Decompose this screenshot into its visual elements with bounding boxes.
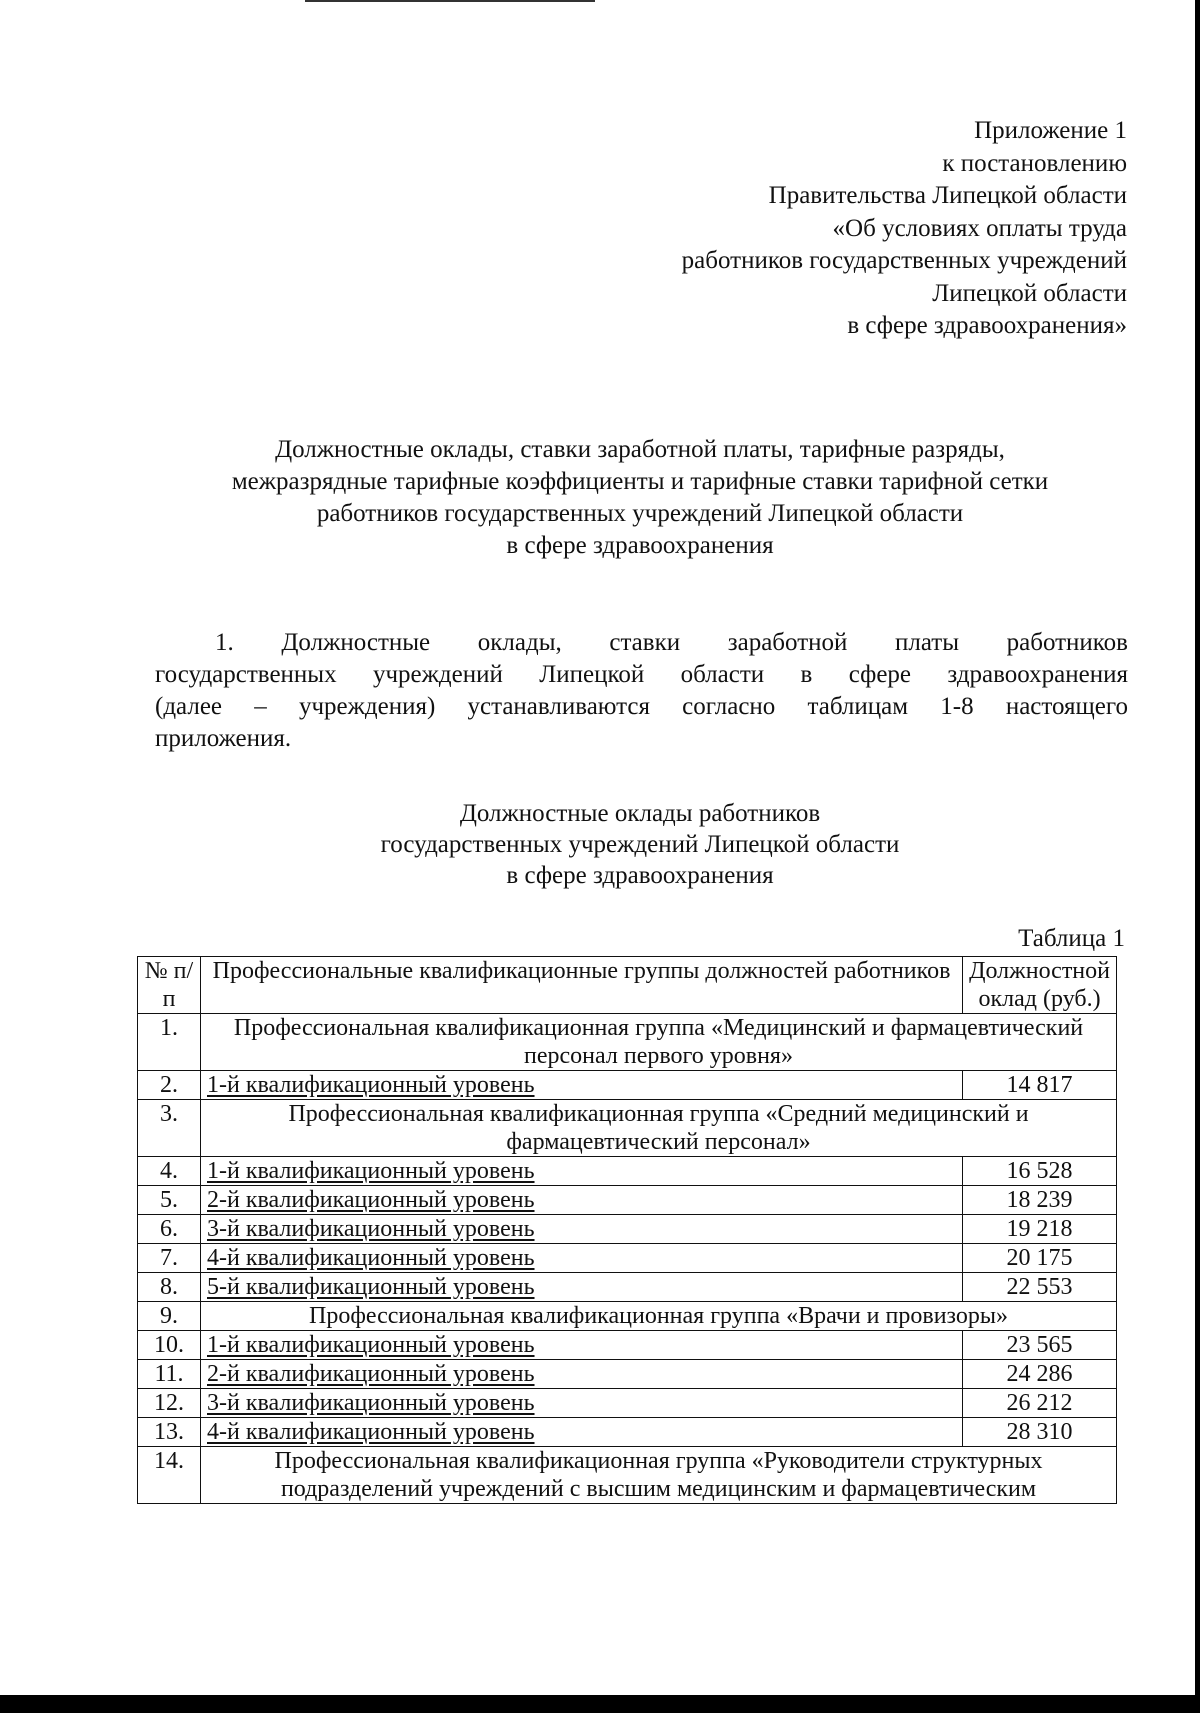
salary-value-cell: 14 817 — [963, 1071, 1117, 1100]
row-number: 10. — [138, 1331, 201, 1360]
title-line: межразрядные тарифные коэффициенты и тарифные ставки тарифной сетки — [231, 468, 1049, 495]
table-row — [138, 1360, 1117, 1389]
salary-value-cell: 22 553 — [963, 1273, 1117, 1302]
row-number: 1. — [138, 1014, 201, 1071]
level-cell: 2-й квалификационный уровень — [201, 1186, 963, 1215]
group-heading-cell: Профессиональная квалификационная группа «Медицинский и фармацевтический персонал первого уровня» — [201, 1014, 1117, 1071]
table-title — [240, 798, 1040, 891]
table-row — [138, 1215, 1117, 1244]
title-line: Должностные оклады, ставки заработной платы, тарифные разряды, — [275, 436, 1005, 463]
level-cell: 1-й квалификационный уровень — [201, 1331, 963, 1360]
salary-value-cell: 23 565 — [963, 1331, 1117, 1360]
table-row — [138, 1331, 1117, 1360]
paragraph-line: 1. Должностные оклады, ставки заработной платы работников — [215, 629, 1128, 656]
table-body — [138, 1014, 1117, 1504]
body-paragraph — [155, 627, 1128, 755]
row-number: 3. — [138, 1100, 201, 1157]
row-number: 12. — [138, 1389, 201, 1418]
appendix-line: Приложение 1 — [974, 117, 1127, 144]
row-number: 13. — [138, 1418, 201, 1447]
appendix-line: к постановлению — [942, 149, 1127, 177]
row-number: 14. — [138, 1447, 201, 1504]
salary-value-cell: 16 528 — [963, 1157, 1117, 1186]
header-num: № п/п — [138, 957, 201, 1014]
table-row — [138, 1186, 1117, 1215]
salary-value-cell: 18 239 — [963, 1186, 1117, 1215]
level-cell: 4-й квалификационный уровень — [201, 1418, 963, 1447]
salary-value-cell: 28 310 — [963, 1418, 1117, 1447]
document-title — [100, 434, 1180, 562]
row-number: 8. — [138, 1273, 201, 1302]
salary-value-cell: 26 212 — [963, 1389, 1117, 1418]
group-heading-cell: Профессиональная квалификационная группа «Руководители структурных подразделений учреждений с высшим медицинским и фармацевтическим — [201, 1447, 1117, 1504]
table-caption: Таблица 1 — [1018, 925, 1125, 952]
table-title-line: Должностные оклады работников — [459, 800, 821, 827]
level-cell: 2-й квалификационный уровень — [201, 1360, 963, 1389]
table-row — [138, 1100, 1117, 1157]
level-cell: 5-й квалификационный уровень — [201, 1273, 963, 1302]
table-row — [138, 1244, 1117, 1273]
salary-value-cell: 24 286 — [963, 1360, 1117, 1389]
table-row — [138, 1302, 1117, 1331]
scan-bottom-bar — [0, 1695, 1200, 1713]
title-line: в сфере здравоохранения — [506, 532, 774, 559]
appendix-line: в сфере здравоохранения» — [847, 312, 1127, 339]
table-row — [138, 1071, 1117, 1100]
table-header-row — [138, 957, 1117, 1014]
table-row — [138, 1157, 1117, 1186]
paragraph-line: государственных учреждений Липецкой области в сфере здравоохранения — [155, 661, 1128, 688]
salary-value-cell: 19 218 — [963, 1215, 1117, 1244]
row-number: 2. — [138, 1071, 201, 1100]
group-heading-cell: Профессиональная квалификационная группа «Средний медицинский и фармацевтический персонал» — [201, 1100, 1117, 1157]
paragraph-line: (далее – учреждения) устанавливаются согласно таблицам 1-8 настоящего — [155, 693, 1128, 720]
appendix-line: работников государственных учреждений — [681, 247, 1127, 274]
header-salary: Должностной оклад (руб.) — [963, 957, 1117, 1014]
level-cell: 3-й квалификационный уровень — [201, 1215, 963, 1244]
salary-table — [137, 956, 1117, 1504]
salary-value-cell: 20 175 — [963, 1244, 1117, 1273]
level-cell: 1-й квалификационный уровень — [201, 1157, 963, 1186]
table-title-line: в сфере здравоохранения — [506, 862, 774, 889]
appendix-line: Липецкой области — [932, 279, 1127, 307]
paragraph-line: приложения. — [155, 725, 292, 752]
row-number: 9. — [138, 1302, 201, 1331]
level-cell: 3-й квалификационный уровень — [201, 1389, 963, 1418]
appendix-block — [682, 115, 1127, 343]
table-row — [138, 1389, 1117, 1418]
table-title-line: государственных учреждений Липецкой области — [380, 831, 900, 858]
row-number: 7. — [138, 1244, 201, 1273]
appendix-line: «Об условиях оплаты труда — [832, 214, 1127, 242]
row-number: 11. — [138, 1360, 201, 1389]
level-cell: 1-й квалификационный уровень — [201, 1071, 963, 1100]
table-row — [138, 1418, 1117, 1447]
scan-right-edge — [1195, 0, 1200, 1713]
table-row — [138, 1447, 1117, 1504]
row-number: 4. — [138, 1157, 201, 1186]
header-group: Профессиональные квалификационные группы должностей работников — [201, 957, 963, 1014]
table-row — [138, 1273, 1117, 1302]
row-number: 5. — [138, 1186, 201, 1215]
table-row — [138, 1014, 1117, 1071]
appendix-line: Правительства Липецкой области — [768, 182, 1127, 209]
scan-top-line — [305, 0, 595, 2]
title-line: работников государственных учреждений Липецкой области — [316, 500, 964, 527]
group-heading-cell: Профессиональная квалификационная группа «Врачи и провизоры» — [201, 1302, 1117, 1331]
level-cell: 4-й квалификационный уровень — [201, 1244, 963, 1273]
row-number: 6. — [138, 1215, 201, 1244]
